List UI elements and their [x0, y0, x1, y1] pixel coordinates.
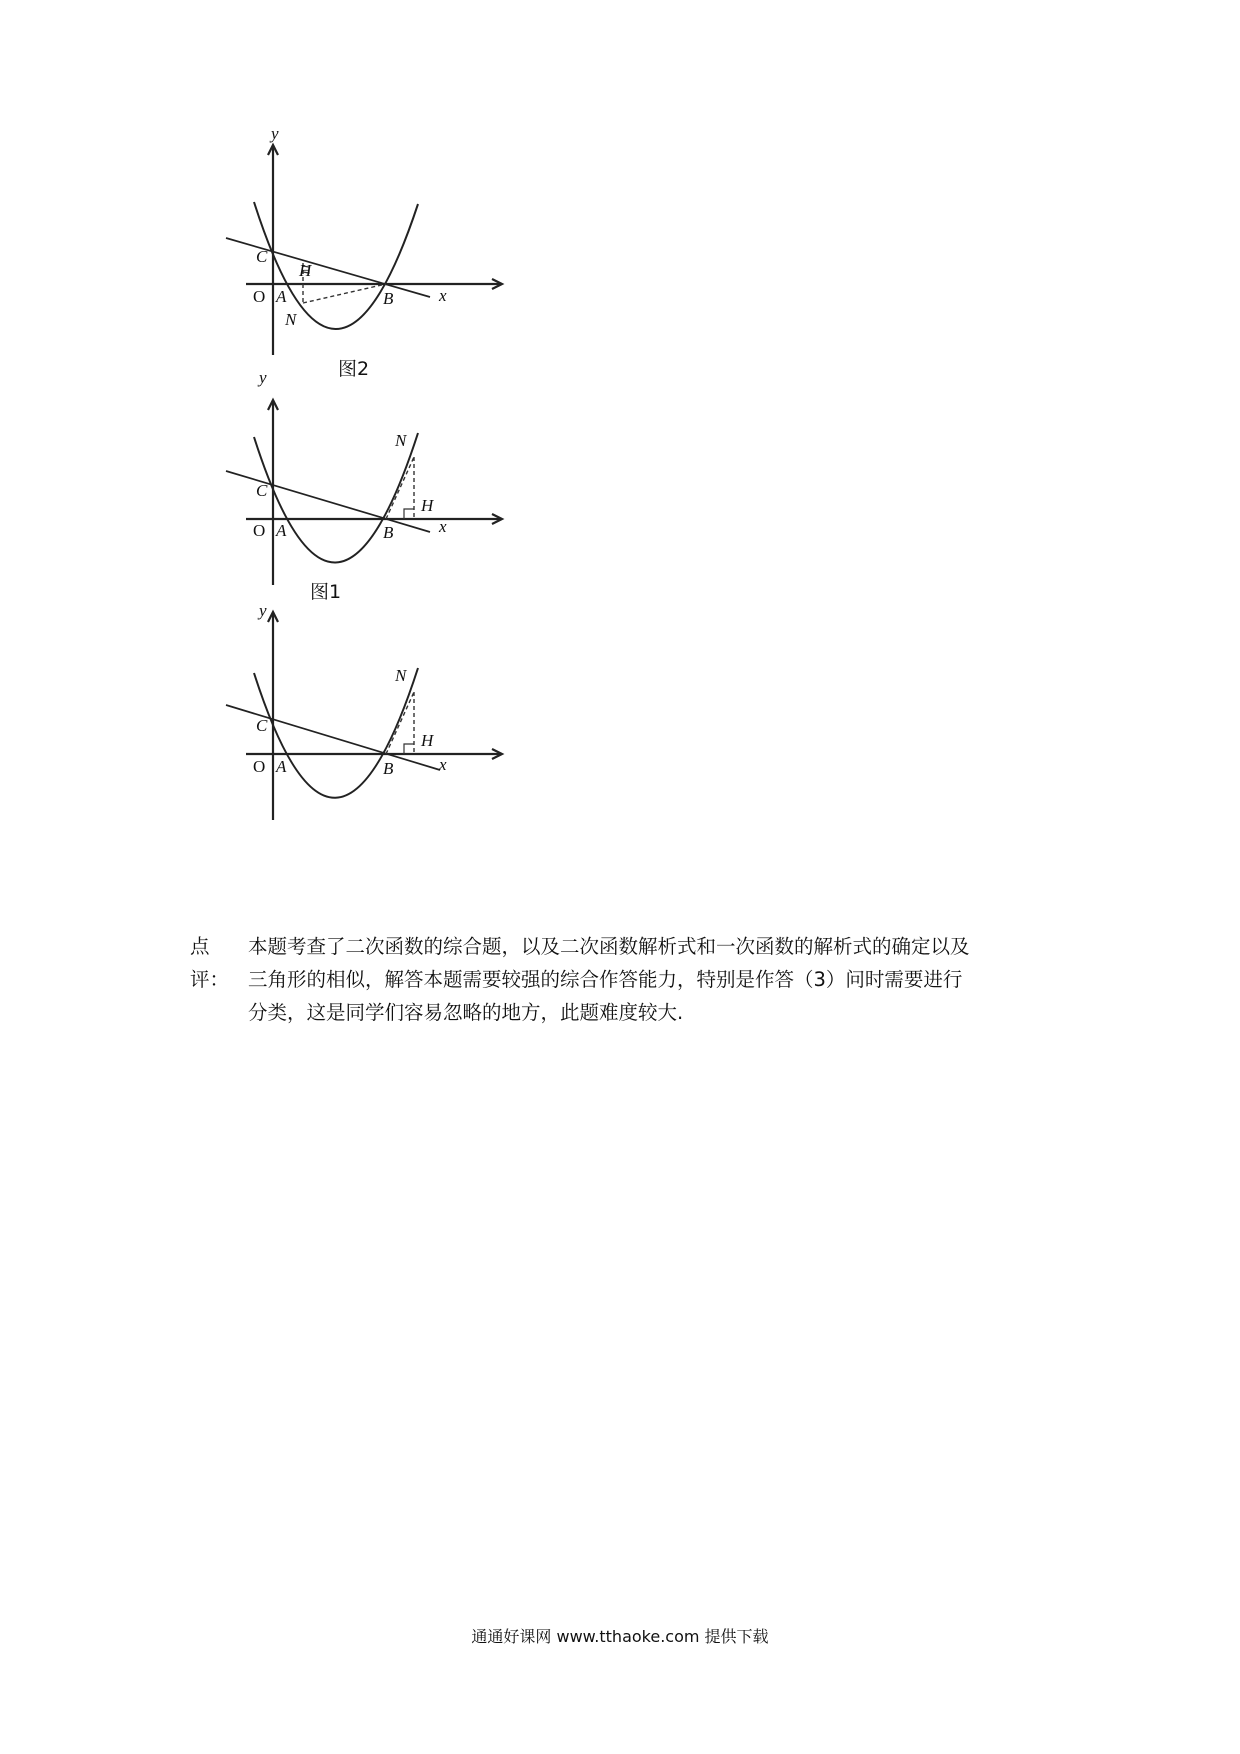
label-origin: O [253, 287, 266, 306]
label-origin: O [253, 521, 266, 540]
figure-2-graph [240, 124, 520, 380]
right-angle-mark [404, 509, 414, 519]
review-body [248, 930, 1050, 1029]
label-y: y [259, 368, 267, 387]
page-footer: 通通好课网 www.tthaoke.com 提供下载 [471, 1627, 769, 1646]
label-x: x [439, 755, 447, 774]
label-a: A [276, 521, 287, 540]
label-b: B [383, 289, 394, 308]
label-a: A [276, 757, 287, 776]
segment-bn [386, 457, 414, 519]
label-a: A [276, 287, 287, 306]
segment-nb [303, 284, 386, 303]
label-y: y [259, 601, 267, 620]
label-origin: O [253, 757, 266, 776]
label-n: N [395, 431, 407, 450]
label-x: x [439, 517, 447, 536]
label-c: C [256, 481, 268, 500]
parabola [254, 202, 418, 329]
label-b: B [383, 523, 394, 542]
label-h: H [299, 261, 312, 280]
label-b: B [383, 759, 394, 778]
label-h: H [421, 496, 434, 515]
label-n: N [285, 310, 297, 329]
figure-3 [240, 601, 520, 910]
figure-caption: 图1 [310, 581, 342, 603]
review-line: 本题考查了二次函数的综合题，以及二次函数解析式和一次函数的解析式的确定以及 [248, 935, 970, 958]
review-line: 三角形的相似，解答本题需要较强的综合作答能力，特别是作答（3）问时需要进行 [248, 968, 963, 991]
label-c: C [256, 247, 268, 266]
review-line: 分类，这是同学们容易忽略的地方，此题难度较大. [248, 1001, 684, 1024]
label-c: C [256, 716, 268, 735]
label-x: x [439, 286, 447, 305]
review-heading: 点评： [190, 935, 230, 991]
label-y: y [271, 124, 279, 143]
figure-3-graph [240, 601, 520, 910]
review-section [190, 930, 1050, 1029]
figure-caption: 图2 [338, 358, 370, 380]
segment-bn [386, 692, 414, 754]
right-angle-mark [404, 744, 414, 754]
label-h: H [421, 731, 434, 750]
parabola [254, 668, 418, 798]
parabola [254, 433, 418, 563]
figure-2 [240, 124, 520, 380]
label-n: N [395, 666, 407, 685]
